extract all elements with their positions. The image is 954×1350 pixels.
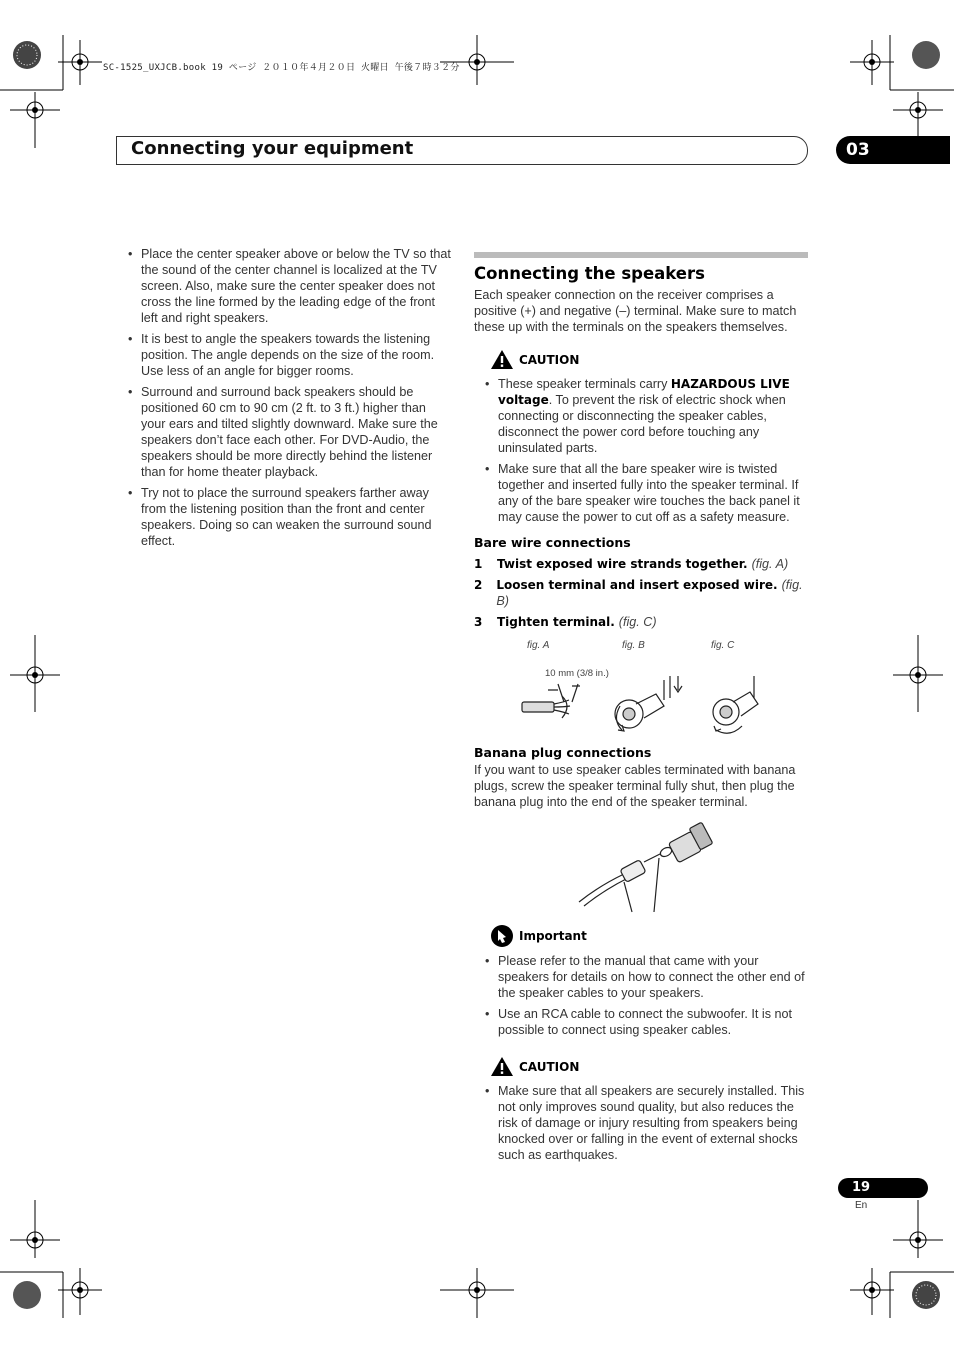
step-fig-ref: (fig. B) xyxy=(496,578,803,608)
step-number: 3 xyxy=(474,615,483,629)
hazard-text: HAZARDOUS LIVE voltage xyxy=(498,377,790,407)
caution-text: These speaker terminals carry xyxy=(498,377,671,391)
page-number: 19 xyxy=(838,1178,928,1198)
caution-heading xyxy=(490,1056,810,1077)
intro-paragraph: Each speaker connection on the receiver comprises a positive (+) and negative (–) terminal. Make sure to match these up with the terminals on the speakers themselves. xyxy=(474,288,797,334)
section-title: Connecting the speakers xyxy=(474,264,705,283)
section-bar xyxy=(474,252,808,258)
banana-plug-illustration xyxy=(474,816,808,916)
list-item: • Use an RCA cable to connect the subwoofer. It is not possible to connect using speaker cables. xyxy=(485,1006,810,1038)
list-item: • Try not to place the surround speakers farther away from the listening position than the front and center speakers. Doing so can weaken the surround sound effect. xyxy=(128,485,453,549)
important-icon xyxy=(490,924,514,948)
important-heading xyxy=(490,924,810,948)
step-fig-ref: (fig. C) xyxy=(618,615,657,629)
step-item xyxy=(474,556,810,572)
wire-figures xyxy=(474,636,810,741)
list-item: • Place the center speaker above or below the TV so that the sound of the center channel is localized at the TV screen. Also, make sure the center speaker does not cross the line formed by the leading edge of the front left and right speakers. xyxy=(128,246,453,326)
list-item: • Make sure that all the bare speaker wire is twisted together and inserted fully into the speaker terminal. If any of the bare speaker wire touches the back panel it may cause the power to cut off as a safety measure. xyxy=(485,461,810,525)
step-text: Loosen terminal and insert exposed wire. xyxy=(496,578,778,592)
step-item xyxy=(474,577,810,609)
right-column xyxy=(474,252,810,1163)
step-item xyxy=(474,614,810,630)
list-item: • It is best to angle the speakers towards the listening position. The angle depends on the size of the room. Use less of an angle for bigger rooms. xyxy=(128,331,453,379)
bare-wire-heading: Bare wire connections xyxy=(474,535,631,550)
important-label: Important xyxy=(519,929,587,943)
fig-label: fig. B xyxy=(622,640,645,651)
banana-heading: Banana plug connections xyxy=(474,745,652,760)
banana-paragraph: If you want to use speaker cables terminated with banana plugs, screw the speaker terminal fully shut, then plug the banana plug into the end of the speaker terminal. xyxy=(474,763,796,809)
step-fig-ref: (fig. A) xyxy=(751,557,789,571)
step-number: 1 xyxy=(474,557,483,571)
list-item: • Surround and surround back speakers should be positioned 60 cm to 90 cm (2 ft. to 3 ft.) higher than your ears and tilted slightly downward. Make sure the speakers don’t face each other. For DVD-Audio, the speakers should be more directly behind the listener than for home theater playback. xyxy=(128,384,453,480)
chapter-badge: 03 xyxy=(836,136,950,164)
list-item: • Make sure that all speakers are securely installed. This not only improves sound quality, but also reduces the risk of damage or injury resulting from speakers being knocked over or falling in the event of external shocks such as earthquakes. xyxy=(485,1083,810,1163)
list-item xyxy=(485,376,810,456)
wire-illustration xyxy=(514,676,774,741)
left-column xyxy=(128,246,453,554)
warning-icon xyxy=(490,349,514,370)
warning-icon xyxy=(490,1056,514,1077)
step-text: Tighten terminal. xyxy=(497,615,615,629)
language-code: En xyxy=(855,1200,868,1211)
fig-label: fig. A xyxy=(527,640,550,651)
page-header-title: Connecting your equipment xyxy=(131,138,414,159)
caution-text: . To prevent the risk of electric shock when connecting or disconnecting the speaker cables, disconnect the power cord before touching any uninsulated parts. xyxy=(498,393,786,455)
print-info: SC-1525_UXJCB.book 19 ページ ２０１０年４月２０日 火曜日 午後７時３２分 xyxy=(103,63,460,73)
wire-measure-label: 10 mm (3/8 in.) xyxy=(545,668,609,679)
caution-label: CAUTION xyxy=(519,352,580,367)
list-item: • Please refer to the manual that came with your speakers for details on how to connect the other end of the speaker cables to your speakers. xyxy=(485,953,810,1001)
caution-label: CAUTION xyxy=(519,1059,580,1074)
fig-label: fig. C xyxy=(711,640,735,651)
caution-heading xyxy=(490,349,810,370)
step-text: Twist exposed wire strands together. xyxy=(497,557,748,571)
step-number: 2 xyxy=(474,578,483,592)
